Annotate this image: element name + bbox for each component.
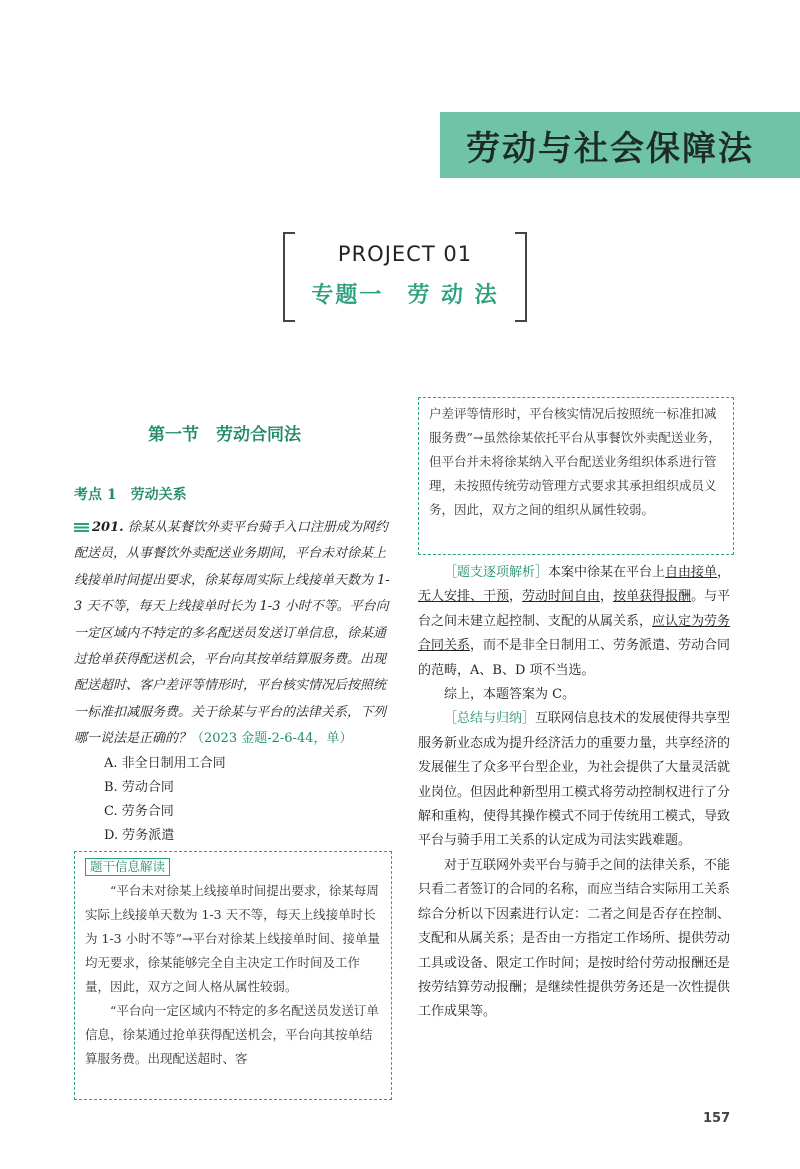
question-text: 徐某从某餐饮外卖平台骑手入口注册成为网约配送员，从事餐饮外卖配送业务期间，平台未对徐某上线接单时间提出要求，徐某每周实际上线接单天数为 1-3 天不等，每天上线接单时长为 1-3 小时不等。平台向一定区域内不特定的多名配送员发送订单信息，徐某通过抢单获得配送机会，平台向其按单结算服务费。出现配送超时、客户差评等情形时，平台核实情况后按照统一标准扣减服务费。关于徐某与平台的法律关系，下列哪一说法是正确的？ bbox=[74, 520, 390, 747]
question-number: 201. bbox=[92, 520, 124, 535]
chapter-title-banner bbox=[440, 112, 800, 178]
info-box-label: 题干信息解读 bbox=[85, 858, 170, 876]
info-box-paragraph-2: “平台向一定区域内不特定的多名配送员发送订单信息，徐某通过抢单获得配送机会，平台向其按单结算服务费。出现配送超时、客 bbox=[85, 1003, 379, 1066]
answer-line: 综上，本题答案为 C。 bbox=[444, 687, 576, 703]
info-box bbox=[74, 851, 392, 1100]
project-title: 专题一 劳 动 法 bbox=[311, 283, 499, 308]
summary-paragraph-2: 对于互联网外卖平台与骑手之间的法律关系，不能只看二者签订的合同的名称，而应当结合实际用工关系综合分析以下因素进行认定：二者之间是否存在控制、支配和从属关系；是否由一方指定工作场所、提供劳动工具或设备、限定工作时间；是按时给付劳动报酬还是按劳结算劳动报酬；是继续性提供劳务还是一次性提供工作成果等。 bbox=[418, 857, 731, 1020]
chapter-title: 劳动与社会保障法 bbox=[466, 128, 754, 169]
info-box-paragraph-1: “平台未对徐某上线接单时间提出要求，徐某每周实际上线接单天数为 1-3 天不等，每天上线接单时长为 1-3 小时不等”→平台对徐某上线接单时间、接单量均无要求，徐某能够完全自主决定工作时间及工作量，因此，双方之间人格从属性较弱。 bbox=[85, 883, 380, 994]
info-box-paragraph-2-continued: 户差评等情形时，平台核实情况后按照统一标准扣减服务费”→虽然徐某依托平台从事餐饮外卖配送业务，但平台并未将徐某纳入平台配送业务组织体系进行管理，未按照传统劳动管理方式要求其承担组织成员义务，因此，双方之间的组织从属性较弱。 bbox=[429, 406, 721, 517]
project-header bbox=[283, 232, 527, 318]
explanation-column bbox=[418, 561, 736, 1025]
question-icon bbox=[74, 523, 89, 532]
option-c: C. 劳务合同 bbox=[104, 804, 174, 819]
analysis-paragraph: ［题支逐项解析］本案中徐某在平台上自由接单，无人安排、干预，劳动时间自由，按单获得报酬。与平台之间未建立起控制、支配的从属关系，应认定为劳务合同关系，而不是非全日制用工、劳务派遣、劳动合同的范畴，A、B、D 项不当选。 bbox=[418, 565, 731, 678]
answer-options bbox=[104, 752, 226, 848]
question-source: （2023 金题-2-6-44，单） bbox=[191, 731, 353, 747]
summary-paragraph-1: ［总结与归纳］互联网信息技术的发展使得共享型服务新业态成为提升经济活力的重要力量，共享经济的发展催生了众多平台型企业，为社会提供了大量灵活就业岗位。但因此种新型用工模式将劳动控制权进行了分解和重构，使得其操作模式不同于传统用工模式，导致平台与骑手用工关系的认定成为司法实践难题。 bbox=[418, 711, 731, 849]
page-number: 157 bbox=[703, 1111, 731, 1126]
analysis-label: ［题支逐项解析］ bbox=[444, 565, 549, 580]
info-box-continued bbox=[418, 397, 734, 555]
summary-label: ［总结与归纳］ bbox=[444, 711, 536, 727]
option-a: A. 非全日制用工合同 bbox=[104, 756, 226, 771]
project-code: PROJECT 01 bbox=[337, 242, 473, 266]
section-title: 第一节 劳动合同法 bbox=[148, 425, 301, 445]
kaodian-title: 考点 1 劳动关系 bbox=[74, 487, 187, 503]
option-b: B. 劳动合同 bbox=[104, 780, 174, 795]
question-stem bbox=[74, 515, 392, 753]
option-d: D. 劳务派遣 bbox=[104, 828, 175, 843]
